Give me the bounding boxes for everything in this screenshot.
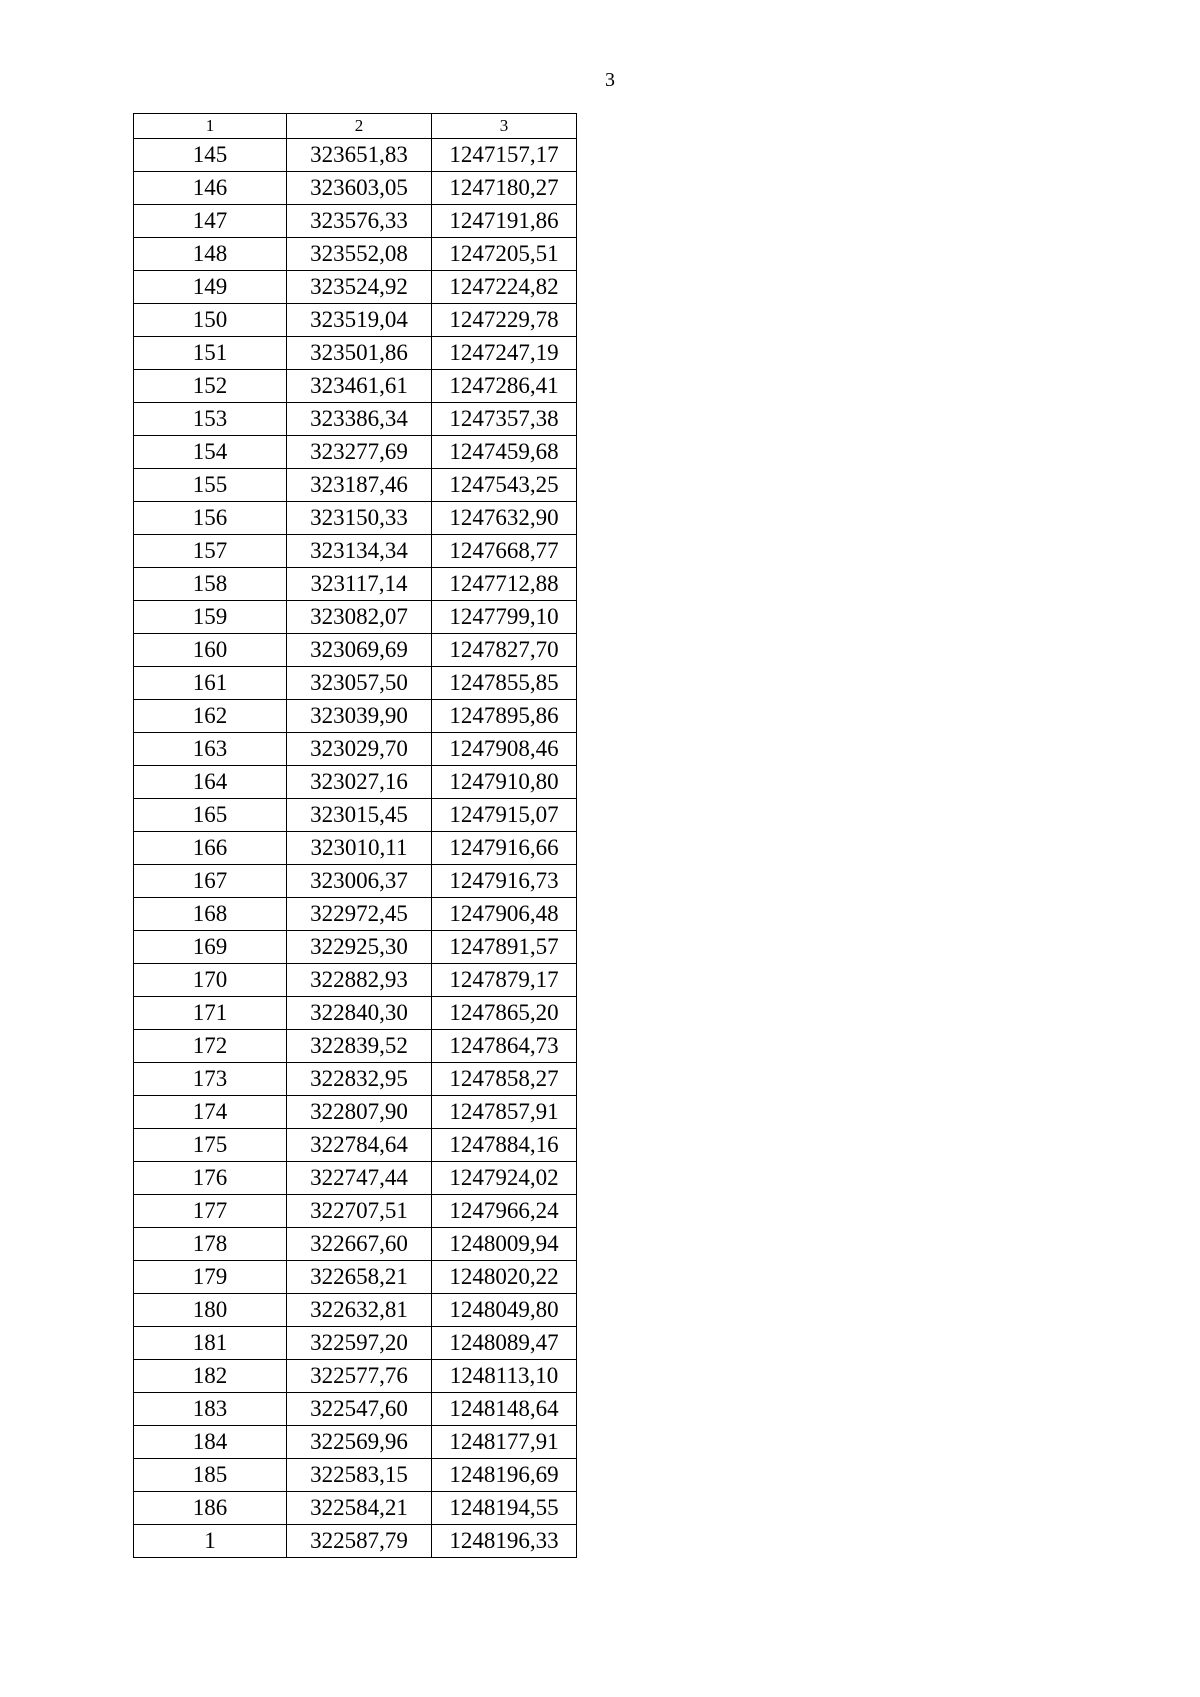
point-number-cell: 181 <box>134 1327 287 1360</box>
x-coordinate-cell: 322547,60 <box>287 1393 432 1426</box>
y-coordinate-cell: 1247543,25 <box>432 469 577 502</box>
table-row <box>134 1030 577 1063</box>
x-coordinate-cell: 323187,46 <box>287 469 432 502</box>
y-coordinate-cell: 1247712,88 <box>432 568 577 601</box>
y-coordinate-cell: 1247799,10 <box>432 601 577 634</box>
y-coordinate-cell: 1247891,57 <box>432 931 577 964</box>
y-coordinate-cell: 1247915,07 <box>432 799 577 832</box>
y-coordinate-cell: 1247884,16 <box>432 1129 577 1162</box>
point-number-cell: 149 <box>134 271 287 304</box>
x-coordinate-cell: 322972,45 <box>287 898 432 931</box>
x-coordinate-cell: 322784,64 <box>287 1129 432 1162</box>
point-number-cell: 178 <box>134 1228 287 1261</box>
y-coordinate-cell: 1247357,38 <box>432 403 577 436</box>
point-number-cell: 1 <box>134 1525 287 1558</box>
y-coordinate-cell: 1247286,41 <box>432 370 577 403</box>
x-coordinate-cell: 322807,90 <box>287 1096 432 1129</box>
point-number-cell: 153 <box>134 403 287 436</box>
x-coordinate-cell: 322577,76 <box>287 1360 432 1393</box>
y-coordinate-cell: 1248194,55 <box>432 1492 577 1525</box>
table-row <box>134 1195 577 1228</box>
x-coordinate-cell: 322832,95 <box>287 1063 432 1096</box>
page-number: 3 <box>605 69 615 91</box>
table-row <box>134 1525 577 1558</box>
point-number-cell: 172 <box>134 1030 287 1063</box>
x-coordinate-cell: 323651,83 <box>287 139 432 172</box>
x-coordinate-cell: 323039,90 <box>287 700 432 733</box>
y-coordinate-cell: 1247224,82 <box>432 271 577 304</box>
table-row <box>134 238 577 271</box>
x-coordinate-cell: 323386,34 <box>287 403 432 436</box>
table-row <box>134 205 577 238</box>
point-number-cell: 167 <box>134 865 287 898</box>
x-coordinate-cell: 322839,52 <box>287 1030 432 1063</box>
x-coordinate-cell: 323501,86 <box>287 337 432 370</box>
table-row <box>134 1261 577 1294</box>
y-coordinate-cell: 1247910,80 <box>432 766 577 799</box>
point-number-cell: 185 <box>134 1459 287 1492</box>
y-coordinate-cell: 1247858,27 <box>432 1063 577 1096</box>
x-coordinate-cell: 323277,69 <box>287 436 432 469</box>
y-coordinate-cell: 1247924,02 <box>432 1162 577 1195</box>
point-number-cell: 163 <box>134 733 287 766</box>
y-coordinate-cell: 1247247,19 <box>432 337 577 370</box>
point-number-cell: 160 <box>134 634 287 667</box>
y-coordinate-cell: 1247668,77 <box>432 535 577 568</box>
y-coordinate-cell: 1247966,24 <box>432 1195 577 1228</box>
y-coordinate-cell: 1247459,68 <box>432 436 577 469</box>
x-coordinate-cell: 322569,96 <box>287 1426 432 1459</box>
y-coordinate-cell: 1247827,70 <box>432 634 577 667</box>
x-coordinate-cell: 323057,50 <box>287 667 432 700</box>
point-number-cell: 179 <box>134 1261 287 1294</box>
table-row <box>134 535 577 568</box>
table-row <box>134 997 577 1030</box>
y-coordinate-cell: 1247205,51 <box>432 238 577 271</box>
table-row <box>134 766 577 799</box>
x-coordinate-cell: 323519,04 <box>287 304 432 337</box>
y-coordinate-cell: 1248196,33 <box>432 1525 577 1558</box>
table-row <box>134 403 577 436</box>
table-row <box>134 469 577 502</box>
point-number-cell: 151 <box>134 337 287 370</box>
table-row <box>134 1327 577 1360</box>
table-row <box>134 1393 577 1426</box>
x-coordinate-cell: 323015,45 <box>287 799 432 832</box>
y-coordinate-cell: 1247908,46 <box>432 733 577 766</box>
table-row <box>134 337 577 370</box>
point-number-cell: 164 <box>134 766 287 799</box>
point-number-cell: 156 <box>134 502 287 535</box>
x-coordinate-cell: 323552,08 <box>287 238 432 271</box>
point-number-cell: 183 <box>134 1393 287 1426</box>
column-header: 1 <box>134 114 287 139</box>
y-coordinate-cell: 1247157,17 <box>432 139 577 172</box>
table-row <box>134 964 577 997</box>
table-row <box>134 271 577 304</box>
table-row <box>134 304 577 337</box>
point-number-cell: 173 <box>134 1063 287 1096</box>
y-coordinate-cell: 1247906,48 <box>432 898 577 931</box>
table-row <box>134 898 577 931</box>
y-coordinate-cell: 1247879,17 <box>432 964 577 997</box>
point-number-cell: 168 <box>134 898 287 931</box>
y-coordinate-cell: 1248049,80 <box>432 1294 577 1327</box>
x-coordinate-cell: 322747,44 <box>287 1162 432 1195</box>
x-coordinate-cell: 322597,20 <box>287 1327 432 1360</box>
y-coordinate-cell: 1247857,91 <box>432 1096 577 1129</box>
table-row <box>134 172 577 205</box>
x-coordinate-cell: 322707,51 <box>287 1195 432 1228</box>
table-row <box>134 733 577 766</box>
x-coordinate-cell: 323524,92 <box>287 271 432 304</box>
y-coordinate-cell: 1248020,22 <box>432 1261 577 1294</box>
table-row <box>134 931 577 964</box>
table-row <box>134 568 577 601</box>
x-coordinate-cell: 323029,70 <box>287 733 432 766</box>
point-number-cell: 182 <box>134 1360 287 1393</box>
table-row <box>134 436 577 469</box>
point-number-cell: 180 <box>134 1294 287 1327</box>
point-number-cell: 162 <box>134 700 287 733</box>
table-row <box>134 1492 577 1525</box>
x-coordinate-cell: 323603,05 <box>287 172 432 205</box>
point-number-cell: 165 <box>134 799 287 832</box>
x-coordinate-cell: 322925,30 <box>287 931 432 964</box>
point-number-cell: 152 <box>134 370 287 403</box>
x-coordinate-cell: 323010,11 <box>287 832 432 865</box>
point-number-cell: 150 <box>134 304 287 337</box>
y-coordinate-cell: 1247865,20 <box>432 997 577 1030</box>
table-row <box>134 1063 577 1096</box>
point-number-cell: 161 <box>134 667 287 700</box>
point-number-cell: 184 <box>134 1426 287 1459</box>
table-row <box>134 370 577 403</box>
table-row <box>134 502 577 535</box>
table-row <box>134 1459 577 1492</box>
point-number-cell: 148 <box>134 238 287 271</box>
table-row <box>134 667 577 700</box>
x-coordinate-cell: 323006,37 <box>287 865 432 898</box>
table-row <box>134 1426 577 1459</box>
table-row <box>134 1228 577 1261</box>
x-coordinate-cell: 323069,69 <box>287 634 432 667</box>
x-coordinate-cell: 323576,33 <box>287 205 432 238</box>
point-number-cell: 177 <box>134 1195 287 1228</box>
point-number-cell: 145 <box>134 139 287 172</box>
y-coordinate-cell: 1248148,64 <box>432 1393 577 1426</box>
column-header: 2 <box>287 114 432 139</box>
x-coordinate-cell: 322587,79 <box>287 1525 432 1558</box>
y-coordinate-cell: 1247191,86 <box>432 205 577 238</box>
y-coordinate-cell: 1247864,73 <box>432 1030 577 1063</box>
x-coordinate-cell: 322658,21 <box>287 1261 432 1294</box>
point-number-cell: 169 <box>134 931 287 964</box>
y-coordinate-cell: 1248177,91 <box>432 1426 577 1459</box>
point-number-cell: 166 <box>134 832 287 865</box>
y-coordinate-cell: 1248009,94 <box>432 1228 577 1261</box>
y-coordinate-cell: 1247895,86 <box>432 700 577 733</box>
point-number-cell: 176 <box>134 1162 287 1195</box>
column-header: 3 <box>432 114 577 139</box>
x-coordinate-cell: 323027,16 <box>287 766 432 799</box>
y-coordinate-cell: 1248113,10 <box>432 1360 577 1393</box>
table-row <box>134 1162 577 1195</box>
x-coordinate-cell: 322667,60 <box>287 1228 432 1261</box>
table-row <box>134 865 577 898</box>
point-number-cell: 170 <box>134 964 287 997</box>
y-coordinate-cell: 1247632,90 <box>432 502 577 535</box>
table-row <box>134 1129 577 1162</box>
x-coordinate-cell: 323150,33 <box>287 502 432 535</box>
point-number-cell: 186 <box>134 1492 287 1525</box>
y-coordinate-cell: 1247229,78 <box>432 304 577 337</box>
table-row <box>134 1360 577 1393</box>
y-coordinate-cell: 1248196,69 <box>432 1459 577 1492</box>
x-coordinate-cell: 323117,14 <box>287 568 432 601</box>
y-coordinate-cell: 1247916,66 <box>432 832 577 865</box>
table-row <box>134 700 577 733</box>
y-coordinate-cell: 1247916,73 <box>432 865 577 898</box>
x-coordinate-cell: 322584,21 <box>287 1492 432 1525</box>
table-row <box>134 634 577 667</box>
coordinates-table <box>133 113 577 1558</box>
table-row <box>134 139 577 172</box>
x-coordinate-cell: 323134,34 <box>287 535 432 568</box>
point-number-cell: 158 <box>134 568 287 601</box>
point-number-cell: 174 <box>134 1096 287 1129</box>
x-coordinate-cell: 322632,81 <box>287 1294 432 1327</box>
table-row <box>134 832 577 865</box>
x-coordinate-cell: 322840,30 <box>287 997 432 1030</box>
table-row <box>134 799 577 832</box>
point-number-cell: 175 <box>134 1129 287 1162</box>
point-number-cell: 155 <box>134 469 287 502</box>
point-number-cell: 171 <box>134 997 287 1030</box>
x-coordinate-cell: 323461,61 <box>287 370 432 403</box>
x-coordinate-cell: 323082,07 <box>287 601 432 634</box>
point-number-cell: 146 <box>134 172 287 205</box>
table-row <box>134 601 577 634</box>
point-number-cell: 157 <box>134 535 287 568</box>
point-number-cell: 147 <box>134 205 287 238</box>
table-row <box>134 1294 577 1327</box>
table-row <box>134 1096 577 1129</box>
table-header-row <box>134 114 577 139</box>
point-number-cell: 154 <box>134 436 287 469</box>
y-coordinate-cell: 1248089,47 <box>432 1327 577 1360</box>
table-body <box>134 139 577 1558</box>
x-coordinate-cell: 322882,93 <box>287 964 432 997</box>
point-number-cell: 159 <box>134 601 287 634</box>
y-coordinate-cell: 1247180,27 <box>432 172 577 205</box>
y-coordinate-cell: 1247855,85 <box>432 667 577 700</box>
x-coordinate-cell: 322583,15 <box>287 1459 432 1492</box>
